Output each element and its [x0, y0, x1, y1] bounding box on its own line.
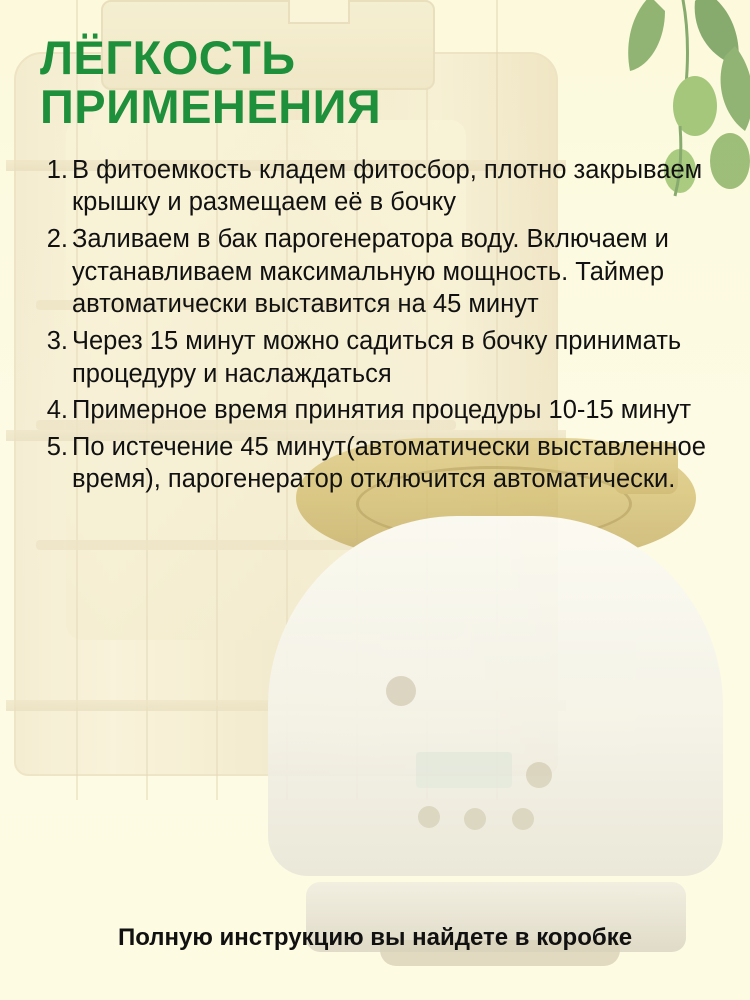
list-item	[72, 325, 726, 390]
control-panel-button	[512, 808, 534, 830]
list-item	[72, 394, 726, 427]
page-title-line-2: ПРИМЕНЕНИЯ	[40, 79, 382, 133]
step-text: По истечение 45 минут(автоматически выставленное время), парогенератор отключится автоматически.	[72, 432, 706, 494]
page-title-line-1: ЛЁГКОСТЬ	[40, 31, 296, 84]
poster-content	[0, 0, 750, 496]
page-title	[0, 0, 750, 132]
control-panel-button	[526, 762, 552, 788]
list-item	[72, 431, 726, 496]
step-text: Через 15 минут можно садиться в бочку принимать процедуру и наслаждаться	[72, 326, 682, 388]
instructions-list	[0, 154, 750, 496]
step-text: Примерное время принятия процедуры 10-15 минут	[72, 396, 692, 425]
step-text: В фитоемкость кладем фитосбор, плотно закрываем крышку и размещаем её в бочку	[72, 155, 703, 217]
control-panel-button	[386, 676, 416, 706]
list-item	[72, 154, 726, 219]
steamer-body	[268, 516, 723, 876]
control-panel-button	[418, 806, 440, 828]
list-item	[72, 223, 726, 321]
control-panel-button	[464, 808, 486, 830]
control-panel-display	[416, 752, 512, 788]
step-text: Заливаем в бак парогенератора воду. Включаем и устанавливаем максимальную мощность. Таймер автоматически выставится на 45 минут	[72, 225, 669, 319]
steam-generator-illustration	[260, 438, 730, 958]
footer-note: Полную инструкцию вы найдете в коробке	[117, 924, 633, 951]
